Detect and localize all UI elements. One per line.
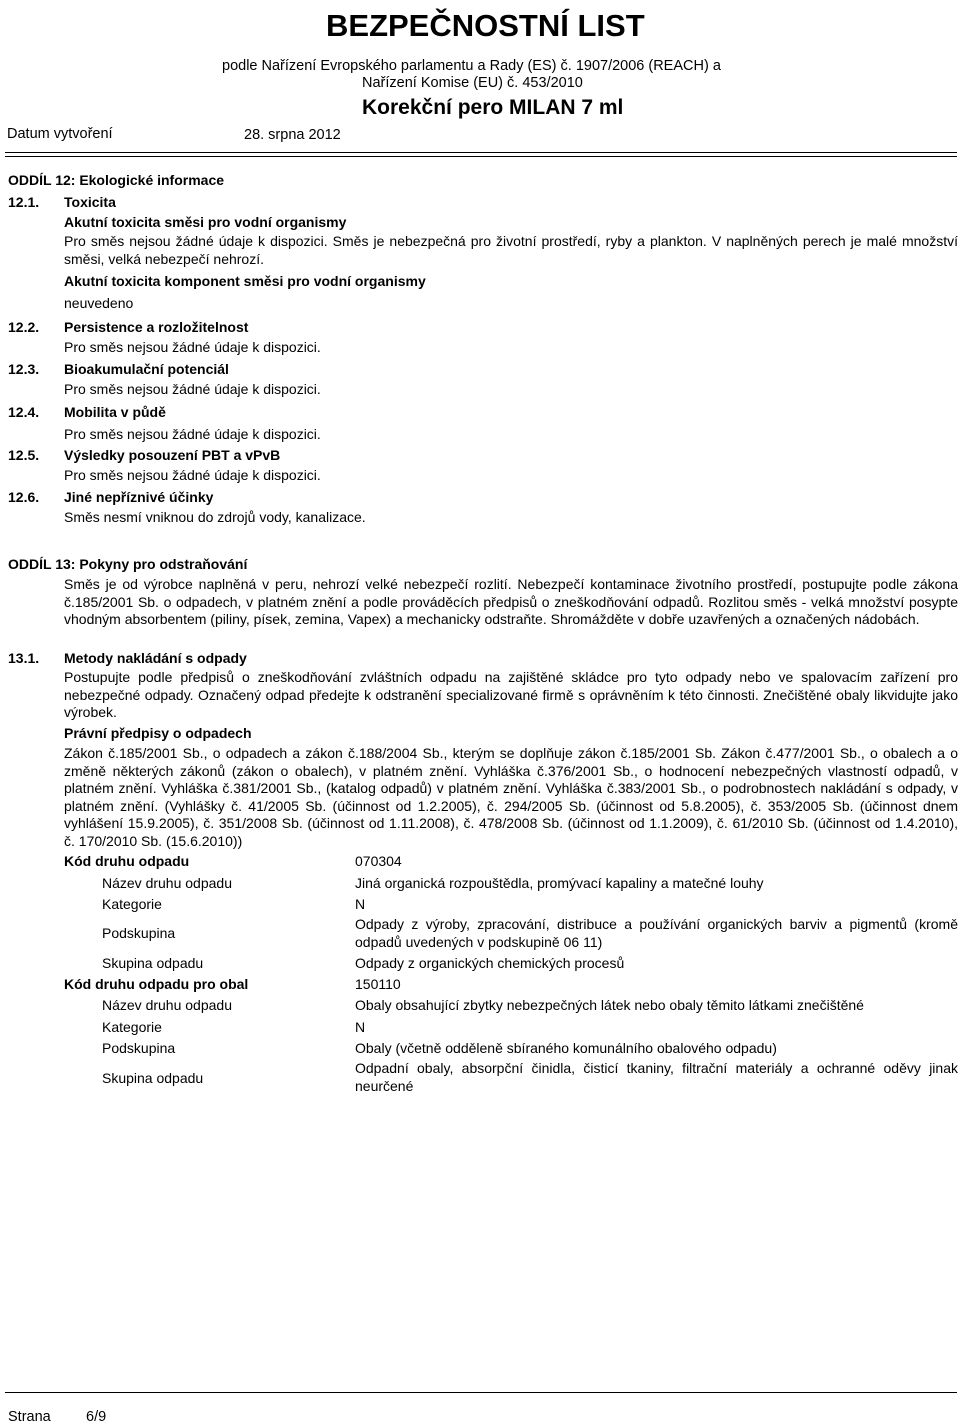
waste-subgroup-label: Podskupina xyxy=(102,925,176,941)
waste-category-label: Kategorie xyxy=(102,896,162,912)
packaging-waste-name-value: Obaly obsahující zbytky nebezpečných látek nebo obaly těmito látkami znečištěné xyxy=(355,997,864,1013)
packaging-waste-subgroup-value: Obaly (včetně odděleně sbíraného komunálního obalového odpadu) xyxy=(355,1040,777,1056)
regulation-line-1: podle Nařízení Evropského parlamentu a Rady (ES) č. 1907/2006 (REACH) a xyxy=(222,58,721,74)
page-number: 6/9 xyxy=(86,1409,107,1425)
packaging-waste-group-value: Odpadní obaly, absorpční činidla, čisticí tkaniny, filtrační materiály a ochranné oděvy jinak neurčené xyxy=(355,1060,958,1094)
packaging-waste-category-label: Kategorie xyxy=(102,1019,162,1035)
waste-name-label: Název druhu odpadu xyxy=(102,875,232,891)
waste-code-label: Kód druhu odpadu xyxy=(64,853,190,869)
section-12-1-number: 12.1. xyxy=(8,194,40,210)
section-12-2-title: Persistence a rozložitelnost xyxy=(64,319,249,335)
section-12-2-number: 12.2. xyxy=(8,319,40,335)
footer-divider xyxy=(5,1392,957,1393)
section-13-intro: Směs je od výrobce naplněná v peru, nehrozí velké nebezpečí rozlití. Nebezpečí kontaminace životního prostředí, postupujte podle zákona č.185/2001 Sb. o odpadech, v platném znění a podle prováděcích předpisů o zneškodňování odpadů. Rozlitou směs - velká množství posypte vhodným absorbentem (piliny, písek, zemina, Vapex) a mechanicky odstraňte. Shromážděte v dobře uzavřených a označených nádobách. xyxy=(64,576,958,627)
section-12-4-number: 12.4. xyxy=(8,404,40,420)
waste-group-value: Odpady z organických chemických procesů xyxy=(355,955,625,971)
section-12-title: ODDÍL 12: Ekologické informace xyxy=(8,172,225,188)
waste-name-value: Jiná organická rozpouštědla, promývací kapaliny a matečné louhy xyxy=(355,875,764,891)
legal-title: Právní předpisy o odpadech xyxy=(64,725,252,741)
regulation-line-2: Nařízení Komise (EU) č. 453/2010 xyxy=(362,75,583,91)
section-13-title: ODDÍL 13: Pokyny pro odstraňování xyxy=(8,556,248,572)
packaging-waste-name-label: Název druhu odpadu xyxy=(102,997,232,1013)
section-12-5-number: 12.5. xyxy=(8,447,40,463)
waste-subgroup-value: Odpady z výroby, zpracování, distribuce a používání organických barviv a pigmentů (kromě odpadů uvedených v podskupině 06 11) xyxy=(355,916,958,950)
section-12-2-text: Pro směs nejsou žádné údaje k dispozici. xyxy=(64,339,321,355)
section-12-1-title: Toxicita xyxy=(64,194,116,210)
waste-group-label: Skupina odpadu xyxy=(102,955,204,971)
packaging-waste-category-value: N xyxy=(355,1019,366,1035)
section-12-4-text: Pro směs nejsou žádné údaje k dispozici. xyxy=(64,426,321,442)
section-12-5-title: Výsledky posouzení PBT a vPvB xyxy=(64,447,281,463)
header-divider-2 xyxy=(5,156,957,157)
section-12-3-text: Pro směs nejsou žádné údaje k dispozici. xyxy=(64,381,321,397)
section-13-1-text: Postupujte podle předpisů o zneškodňování zvláštních odpadu na zajištěné skládce pro tyto odpady nebo ve spalovacím zařízení pro nebezpečné odpady. Označený odpad předejte k odstranění specializované firmě s oprávněním k této činnosti. Znečištěné obaly likvidujte jako výrobek. xyxy=(64,669,958,720)
section-13-1-title: Metody nakládání s odpady xyxy=(64,650,247,666)
section-12-3-title: Bioakumulační potenciál xyxy=(64,361,229,377)
section-12-4-title: Mobilita v půdě xyxy=(64,404,166,420)
waste-code-value: 070304 xyxy=(355,853,402,869)
section-12-1-subtitle-2: Akutní toxicita komponent směsi pro vodní organismy xyxy=(64,273,426,289)
packaging-waste-subgroup-label: Podskupina xyxy=(102,1040,176,1056)
section-13-1-number: 13.1. xyxy=(8,650,40,666)
section-12-6-title: Jiné nepříznivé účinky xyxy=(64,489,214,505)
packaging-waste-code-value: 150110 xyxy=(355,976,401,992)
section-12-1-text-1: Pro směs nejsou žádné údaje k dispozici. Směs je nebezpečná pro životní prostředí, ryby a plankton. V naplněných perech je malé množství směsi, velká nebezpečí nehrozí. xyxy=(64,233,958,267)
header-divider-1 xyxy=(5,152,957,153)
page-label: Strana xyxy=(8,1409,51,1425)
waste-category-value: N xyxy=(355,896,366,912)
section-12-6-text: Směs nesmí vniknou do zdrojů vody, kanalizace. xyxy=(64,509,366,525)
section-12-5-text: Pro směs nejsou žádné údaje k dispozici. xyxy=(64,467,321,483)
packaging-waste-group-label: Skupina odpadu xyxy=(102,1070,204,1086)
date-label: Datum vytvoření xyxy=(7,126,113,142)
section-12-6-number: 12.6. xyxy=(8,489,40,505)
section-12-3-number: 12.3. xyxy=(8,361,40,377)
packaging-waste-code-label: Kód druhu odpadu pro obal xyxy=(64,976,249,992)
section-12-1-subtitle-1: Akutní toxicita směsi pro vodní organismy xyxy=(64,214,347,230)
date-value: 28. srpna 2012 xyxy=(244,127,341,143)
product-name: Korekční pero MILAN 7 ml xyxy=(362,96,624,119)
legal-text: Zákon č.185/2001 Sb., o odpadech a zákon č.188/2004 Sb., kterým se doplňuje zákon č.185/2001 Sb. Zákon č.477/2001 Sb., o obalech a o změně některých zákonů (zákon o obalech), v platném znění. Vyhláška č.376/2001 Sb., o hodnocení nebezpečných vlastností odpadů, v platném znění. Vyhláška č.381/2001 Sb., (katalog odpadů) v platném znění. Vyhláška č.383/2001 Sb., o podrobnostech nakládání s odpady, v platném znění. (Vyhlášky č. 41/2005 Sb. (účinnost od 1.2.2005), č. 294/2005 Sb. (účinnost od 5.8.2005), č. 353/2005 Sb. (účinnost dnem vyhlášení 15.9.2005), č. 351/2008 Sb. (účinnost od 1.11.2008), č. 478/2008 Sb. (účinnost od 1.1.2009), č. 61/2010 Sb. (účinnost od 1.4.2010), č. 170/2010 Sb. (15.6.2010)) xyxy=(64,745,958,849)
document-title: BEZPEČNOSTNÍ LIST xyxy=(326,8,645,43)
section-12-1-text-2: neuvedeno xyxy=(64,295,134,311)
